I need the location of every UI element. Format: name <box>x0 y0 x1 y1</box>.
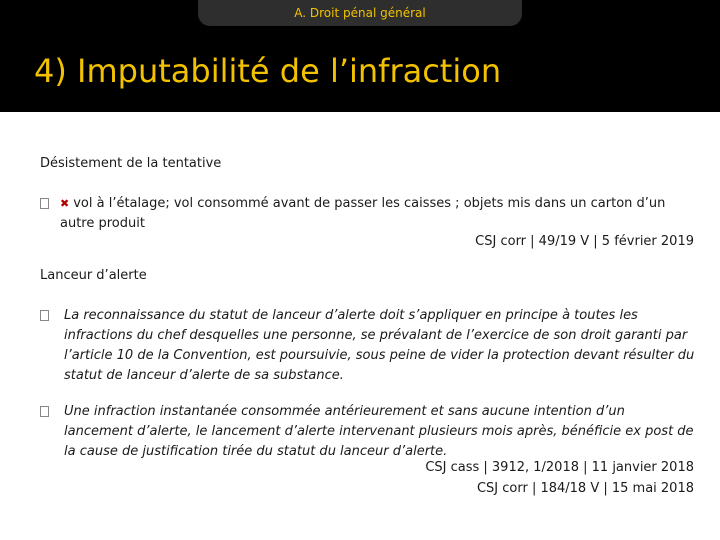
bullet-text: La reconnaissance du statut de lanceur d’alerte doit s’appliquer en principe à toutes les infractions du chef desquelles une personne, se prévalant de l’exercice de son droit garanti par l’article 10 de la Convention, est poursuivie, sous peine de vider la protection devant résulter du statut de lanceur d’alerte de sa substance. <box>64 308 695 383</box>
bullet-text: Une infraction instantanée consommée antérieurement et sans aucune intention d’un lancement d’alerte, le lancement d’alerte intervenant plusieurs mois après, bénéficie ex post de la cause de justification tirée du statut du lanceur d’alerte. <box>64 404 694 459</box>
bullet-box-icon <box>40 310 49 321</box>
case-reference: CSJ corr | 184/18 V | 15 mai 2018 <box>476 481 694 496</box>
page-title: 4) Imputabilité de l’infraction <box>34 52 502 90</box>
section-heading-desistement: Désistement de la tentative <box>40 156 222 171</box>
bullet-text: vol à l’étalage; vol consommé avant de passer les caisses ; objets mis dans un carton d’un autre produit <box>60 196 666 231</box>
header-bar <box>0 0 720 112</box>
case-reference: CSJ corr | 49/19 V | 5 février 2019 <box>475 234 694 249</box>
list-item <box>40 306 695 386</box>
x-mark-icon: ✖ <box>60 197 70 210</box>
section-tab: A. Droit pénal général <box>198 0 522 26</box>
bullet-box-icon <box>40 198 49 209</box>
section-heading-lanceur: Lanceur d’alerte <box>40 268 147 283</box>
bullet-box-icon <box>40 406 49 417</box>
slide-content <box>0 112 720 540</box>
list-item <box>40 194 695 234</box>
case-reference: CSJ cass | 3912, 1/2018 | 11 janvier 2018 <box>425 460 694 475</box>
list-item <box>40 402 695 462</box>
